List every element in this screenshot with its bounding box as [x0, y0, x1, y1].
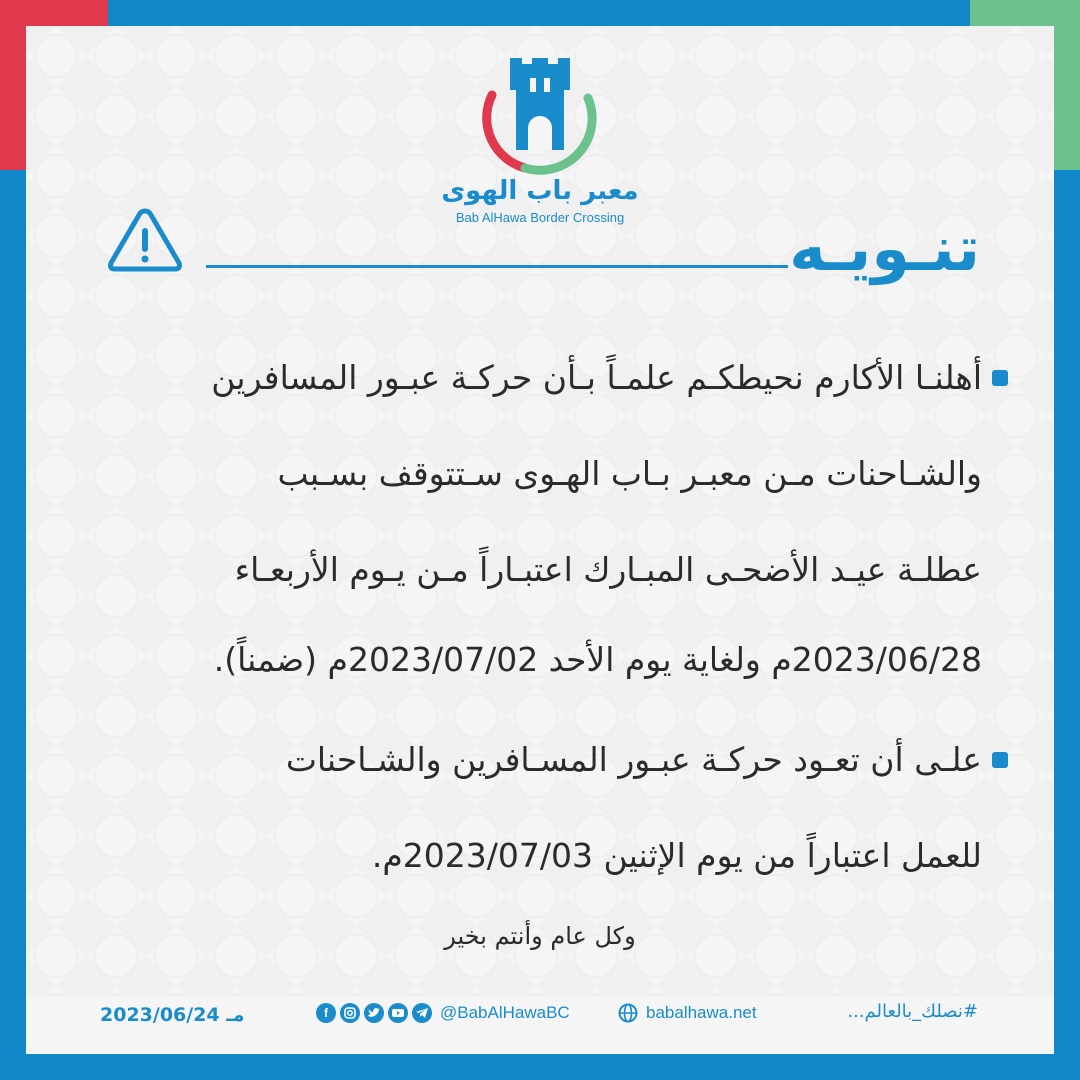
bullet-1 [992, 370, 1008, 386]
notice-line-5: علـى أن تعـود حركـة عبـور المسـافرين والشـاحنات [285, 740, 982, 779]
youtube-icon[interactable] [388, 1003, 408, 1023]
globe-icon [618, 1003, 638, 1023]
website-url[interactable]: babalhawa.net [646, 1003, 757, 1022]
social-links [316, 1001, 570, 1025]
twitter-icon[interactable] [364, 1003, 384, 1023]
brand-name-arabic: معبر باب الهوى [441, 176, 639, 206]
notice-line-2: والشـاحنات مـن معبـر بـاب الهـوى سـتتوقف بسـبب [277, 454, 982, 493]
notice-line-1: أهلنـا الأكارم نحيطكـم علمـاً بـأن حركـة عبـور المسافرين [211, 358, 982, 397]
hashtag: #نصلك_بالعالم... [847, 1001, 978, 1022]
telegram-icon[interactable] [412, 1003, 432, 1023]
bab-alhawa-logo [470, 50, 610, 180]
notice-line-6: للعمل اعتباراً من يوم الإثنين 2023/07/03م. [371, 836, 982, 875]
closing-greeting: وكل عام وأنتم بخير [444, 922, 636, 950]
warning-triangle-icon [106, 206, 184, 274]
notice-line-4: 2023/06/28م ولغاية يوم الأحد 2023/07/02م (ضمناً). [213, 640, 982, 679]
social-handle[interactable]: @BabAlHawaBC [440, 1003, 570, 1022]
notice-title: تنـويـه [789, 212, 980, 285]
instagram-icon[interactable] [340, 1003, 360, 1023]
bullet-2 [992, 752, 1008, 768]
website-link[interactable] [618, 1001, 757, 1025]
facebook-icon[interactable]: f [316, 1003, 336, 1023]
brand-name-english: Bab AlHawa Border Crossing [455, 210, 625, 225]
title-divider [206, 265, 788, 268]
notice-line-3: عطلـة عيـد الأضحـى المبـارك اعتبـاراً مـن يـوم الأربعـاء [234, 550, 982, 589]
post-date: 2023/06/24 مـ [100, 1004, 245, 1026]
